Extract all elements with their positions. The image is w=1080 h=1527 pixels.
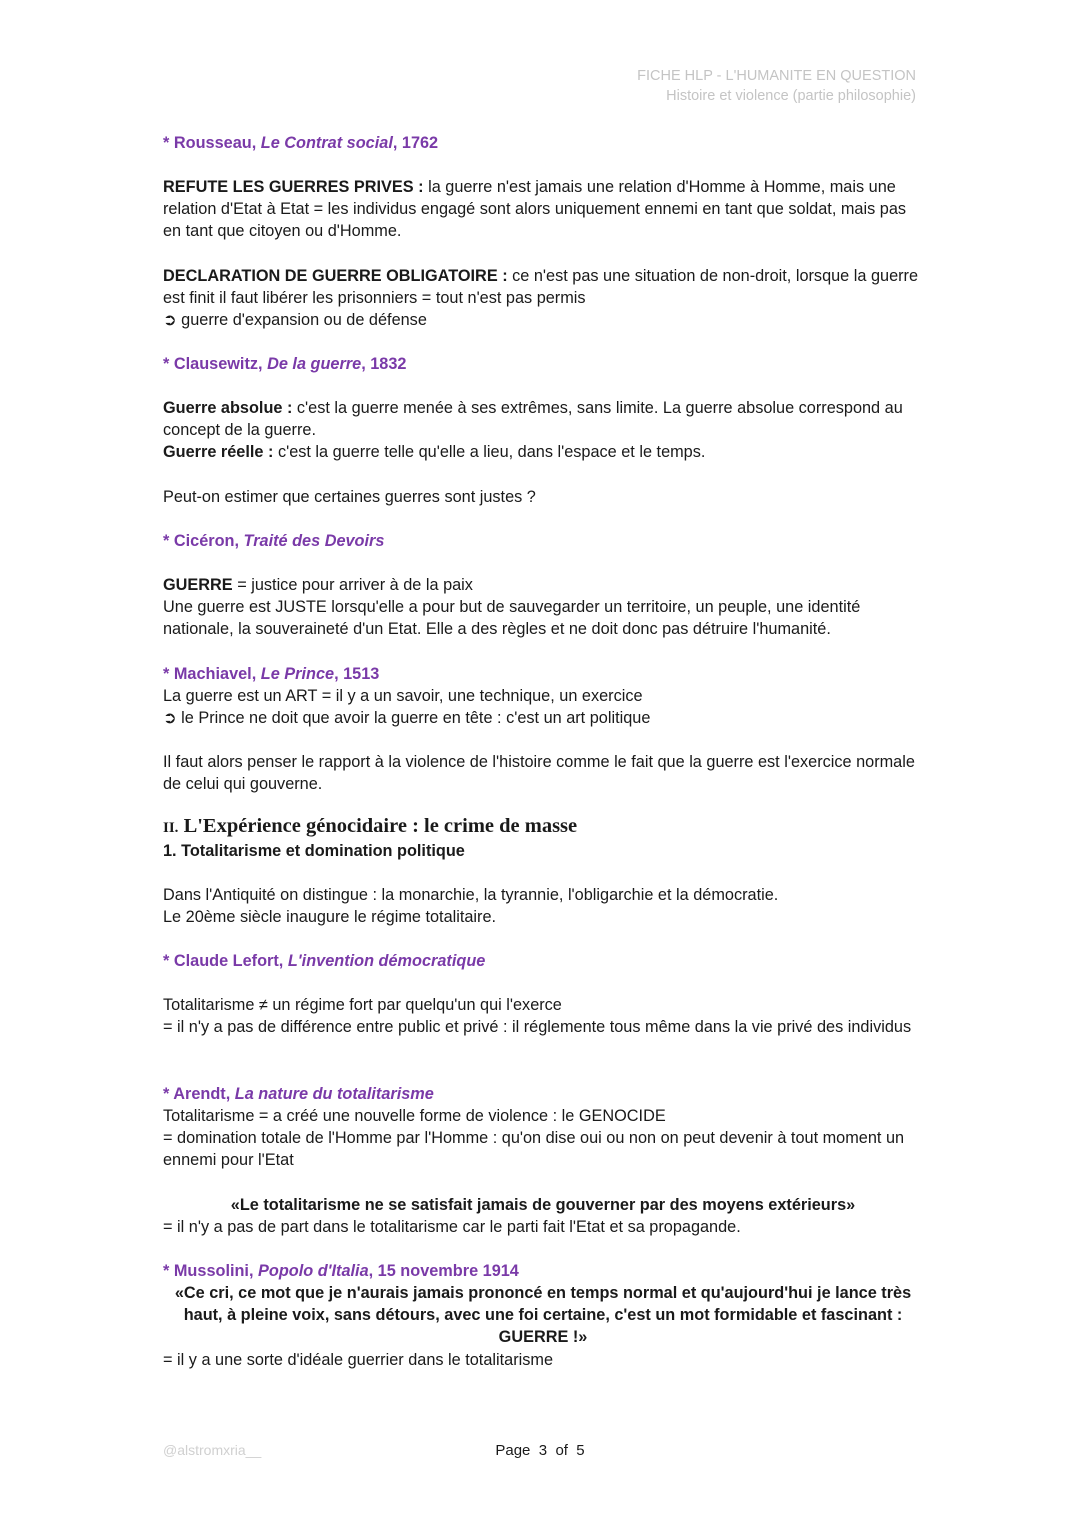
ciceron-paragraph: Une guerre est JUSTE lorsqu'elle a pour but de sauvegarder un territoire, un peuple, une identité nationale, la souveraineté d'un Etat. Elle a des règles et ne doit donc pas détruire l'humanité. <box>163 598 861 639</box>
lefort-line-1: Totalitarisme ≠ un régime fort par quelqu'un qui l'exerce <box>163 996 562 1014</box>
source-clausewitz: * Clausewitz, De la guerre, 1832 <box>163 355 407 373</box>
rousseau-arrow-line: ➲ guerre d'expansion ou de défense <box>163 311 427 329</box>
source-ciceron: * Cicéron, Traité des Devoirs <box>163 532 385 550</box>
author-handle: @alstromxria__ <box>163 1442 262 1458</box>
question-guerres-justes: Peut-on estimer que certaines guerres sont justes ? <box>163 488 536 506</box>
arendt-after-quote: = il n'y a pas de part dans le totalitarisme car le parti fait l'Etat et sa propagande. <box>163 1218 741 1236</box>
source-machiavel: * Machiavel, Le Prince, 1513 <box>163 665 380 683</box>
machiavel-arrow-line: ➲ le Prince ne doit que avoir la guerre en tête : c'est un art politique <box>163 709 651 727</box>
source-lefort: * Claude Lefort, L'invention démocratique <box>163 952 486 970</box>
machiavel-conclusion: Il faut alors penser le rapport à la violence de l'histoire comme le fait que la guerre est l'exercice normale de celui qui gouverne. <box>163 753 915 794</box>
mussolini-quote: «Ce cri, ce mot que je n'aurais jamais prononcé en temps normal et qu'aujourd'hui je lance très haut, à pleine voix, sans détours, avec une foi certaine, c'est un mot formidable et fascinant : GUERRE !» <box>174 1284 912 1347</box>
rousseau-paragraph-1: REFUTE LES GUERRES PRIVES : la guerre n'est jamais une relation d'Homme à Homme, mais une relation d'Etat à Etat = les individus engagé sont alors uniquement ennemi en tant que soldat, mais pas en tant que citoyen ou d'Homme. <box>163 178 907 241</box>
rousseau-paragraph-2: DECLARATION DE GUERRE OBLIGATOIRE : ce n'est pas une situation de non-droit, lorsque la guerre est finit il faut libérer les prisonniers = tout n'est pas permis <box>163 267 919 308</box>
page-number: Page 3 of 5 <box>495 1442 585 1459</box>
ciceron-line-1: GUERRE = justice pour arriver à de la paix <box>163 576 473 594</box>
arendt-line-1: Totalitarisme = a créé une nouvelle forme de violence : le GENOCIDE <box>163 1107 666 1125</box>
guerre-absolue-definition: Guerre absolue : c'est la guerre menée à ses extrêmes, sans limite. La guerre absolue correspond au concept de la guerre. <box>163 399 903 440</box>
arendt-line-2: = domination totale de l'Homme par l'Homme : qu'on dise oui ou non on peut devenir à tout moment un ennemi pour l'Etat <box>163 1129 905 1170</box>
header-subtitle: Histoire et violence (partie philosophie) <box>666 88 916 104</box>
guerre-reelle-definition: Guerre réelle : c'est la guerre telle qu'elle a lieu, dans l'espace et le temps. <box>163 443 706 461</box>
lefort-line-2: = il n'y a pas de différence entre public et privé : il réglemente tous même dans la vie privé des individus <box>163 1018 912 1036</box>
source-mussolini: * Mussolini, Popolo d'Italia, 15 novembre 1914 <box>163 1262 519 1280</box>
mussolini-after-quote: = il y a une sorte d'idéale guerrier dans le totalitarisme <box>163 1351 553 1369</box>
section-1-title: 1. Totalitarisme et domination politique <box>163 842 465 860</box>
source-arendt: * Arendt, La nature du totalitarisme <box>163 1085 434 1103</box>
source-rousseau: * Rousseau, Le Contrat social, 1762 <box>163 134 439 152</box>
arendt-quote: «Le totalitarisme ne se satisfait jamais de gouverner par des moyens extérieurs» <box>230 1196 856 1214</box>
intro-line-1: Dans l'Antiquité on distingue : la monarchie, la tyrannie, l'obligarchie et la démocratie. <box>163 886 779 904</box>
intro-line-2: Le 20ème siècle inaugure le régime totalitaire. <box>163 908 497 926</box>
part-2-title: II. L'Expérience génocidaire : le crime de masse <box>163 815 578 837</box>
machiavel-line-1: La guerre est un ART = il y a un savoir, une technique, un exercice <box>163 687 643 705</box>
page-header <box>637 66 916 106</box>
header-title: FICHE HLP - L'HUMANITE EN QUESTION <box>637 68 916 84</box>
